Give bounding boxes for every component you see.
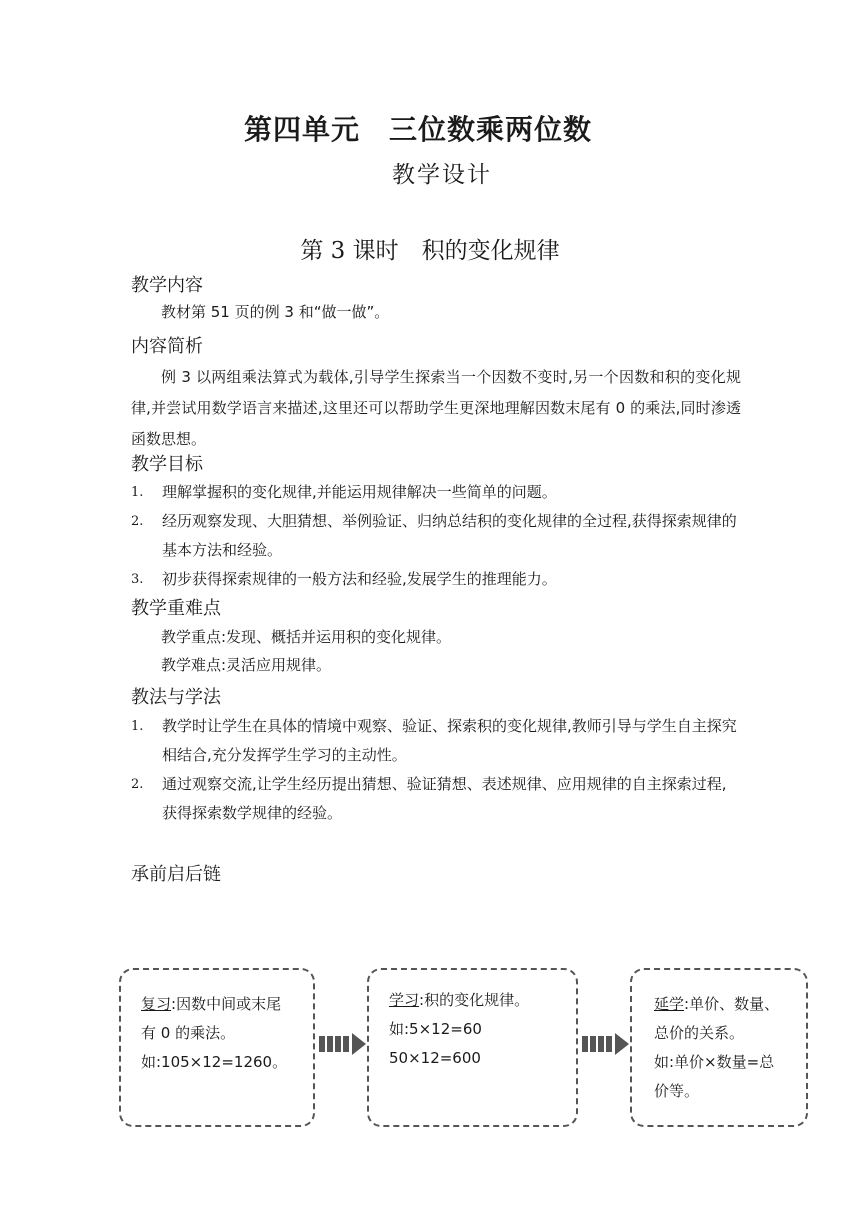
methods-list	[131, 712, 741, 828]
list-item	[131, 565, 741, 594]
section-heading-content: 教学内容	[131, 275, 203, 296]
analysis-text: 例 3 以两组乘法算式为载体,引导学生探索当一个因数不变时,另一个因数和积的变化规律,并尝试用数学语言来描述,这里还可以帮助学生更深地理解因数末尾有 0 的乘法,同时渗透函数思想。	[131, 368, 741, 448]
key-point-text: 教学重点:发现、概括并运用积的变化规律。	[161, 628, 452, 646]
review-line3: 如:105×12=1260。	[141, 1053, 288, 1071]
extend-line4: 价等。	[654, 1082, 700, 1100]
list-number: 1.	[131, 719, 144, 734]
list-text: 初步获得探索规律的一般方法和经验,发展学生的推理能力。	[162, 570, 557, 588]
extend-label: 延学	[654, 995, 685, 1013]
list-item	[131, 478, 741, 507]
unit-title: 第四单元 三位数乘两位数	[243, 113, 592, 146]
extend-box	[630, 968, 808, 1127]
review-label: 复习	[141, 995, 172, 1013]
list-number: 1.	[131, 485, 144, 500]
list-text: 理解掌握积的变化规律,并能运用规律解决一些简单的问题。	[162, 483, 557, 501]
design-title: 教学设计	[392, 162, 492, 188]
difficulty-text: 教学难点:灵活应用规律。	[161, 656, 332, 674]
review-line1: :因数中间或末尾	[171, 995, 282, 1013]
list-text: 教学时让学生在具体的情境中观察、验证、探索积的变化规律,教师引导与学生自主探究相结合,充分发挥学生学习的主动性。	[162, 717, 737, 764]
content-text: 教材第 51 页的例 3 和“做一做”。	[161, 303, 390, 321]
lesson-title: 第 3 课时 积的变化规律	[300, 238, 560, 264]
extend-line2: 总价的关系。	[654, 1024, 745, 1042]
extend-line3: 如:单价×数量=总	[654, 1053, 775, 1071]
extend-line1: :单价、数量、	[684, 995, 780, 1013]
review-box	[119, 968, 315, 1127]
list-number: 2.	[131, 777, 144, 792]
arrow-2-icon	[582, 1033, 631, 1055]
section-heading-chain: 承前启后链	[131, 864, 221, 885]
list-number: 2.	[131, 514, 144, 529]
study-line1: :积的变化规律。	[419, 991, 530, 1009]
section-heading-analysis: 内容简析	[131, 336, 203, 357]
section-heading-goals: 教学目标	[131, 454, 203, 475]
goals-list	[131, 478, 741, 594]
list-item	[131, 770, 741, 828]
study-box	[367, 968, 578, 1127]
list-text: 经历观察发现、大胆猜想、举例验证、归纳总结积的变化规律的全过程,获得探索规律的基本方法和经验。	[162, 512, 737, 559]
study-label: 学习	[389, 991, 420, 1009]
arrow-1-icon	[319, 1033, 368, 1055]
list-item	[131, 712, 741, 770]
list-number: 3.	[131, 572, 144, 587]
section-heading-key-points: 教学重难点	[131, 598, 221, 619]
section-heading-methods: 教法与学法	[131, 687, 221, 708]
list-text: 通过观察交流,让学生经历提出猜想、验证猜想、表述规律、应用规律的自主探索过程,获得探索数学规律的经验。	[162, 775, 727, 822]
study-line3: 50×12=600	[389, 1049, 481, 1067]
study-line2: 如:5×12=60	[389, 1020, 482, 1038]
list-item	[131, 507, 741, 565]
review-line2: 有 0 的乘法。	[141, 1024, 236, 1042]
